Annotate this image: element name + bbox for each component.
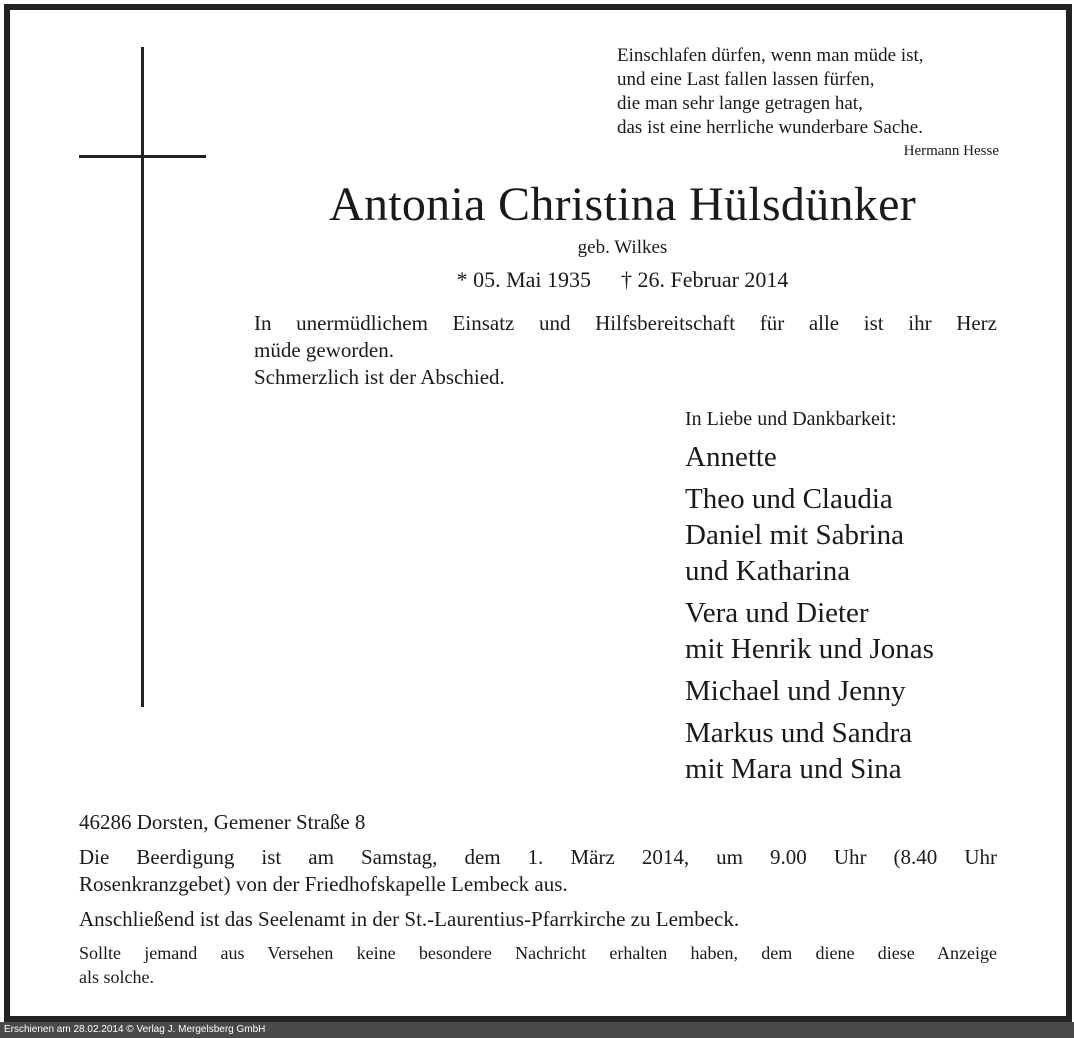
mourner-name: Theo und Claudia: [685, 483, 893, 515]
mourner-group: [685, 673, 1045, 709]
intro-line: Schmerzlich ist der Abschied.: [254, 365, 505, 389]
funeral-info-line: Rosenkranzgebet) von der Friedhofskapelle Lembeck aus.: [79, 872, 568, 896]
cross-icon-horizontal-bar: [79, 155, 206, 158]
birth-date: * 05. Mai 1935: [456, 267, 592, 292]
mourner-group: [685, 715, 1045, 787]
mourners-block: [685, 405, 1045, 787]
intro-line: müde geworden.: [254, 338, 394, 362]
poem-line: das ist eine herrliche wunderbare Sache.: [617, 117, 923, 138]
mourner-name: Markus und Sandra: [685, 717, 913, 749]
publication-credit: Erschienen am 28.02.2014 © Verlag J. Mergelsberg GmbH: [4, 1024, 266, 1035]
poem-author: Hermann Hesse: [903, 143, 999, 159]
mourner-name: mit Henrik und Jonas: [685, 633, 934, 665]
funeral-info-line: Die Beerdigung ist am Samstag, dem 1. März 2014, um 9.00 Uhr (8.40 Uhr: [79, 845, 997, 869]
poem-line: Einschlafen dürfen, wenn man müde ist,: [617, 45, 924, 66]
poem-line: und eine Last fallen lassen fürfen,: [617, 69, 875, 90]
life-dates: [230, 266, 1015, 294]
mourner-name: Daniel mit Sabrina: [685, 519, 905, 551]
mourner-group: [685, 439, 1045, 475]
poem-line: die man sehr lange getragen hat,: [617, 93, 863, 114]
notice-line: als solche.: [79, 967, 154, 987]
mourners-heading: In Liebe und Dankbarkeit:: [685, 408, 897, 430]
publication-footer: [0, 1022, 1074, 1038]
maiden-name: geb. Wilkes: [577, 237, 668, 258]
cross-icon-vertical-bar: [141, 47, 144, 707]
intro-text: [254, 310, 997, 391]
mourner-name: Vera und Dieter: [685, 597, 869, 629]
funeral-details: [79, 809, 997, 989]
intro-line: In unermüdlichem Einsatz und Hilfsbereitschaft für alle ist ihr Herz: [254, 311, 997, 335]
requiem-mass-info: Anschließend ist das Seelenamt in der St.-Laurentius-Pfarrkirche zu Lembeck.: [79, 907, 740, 931]
address: 46286 Dorsten, Gemener Straße 8: [79, 810, 366, 834]
notice-line: Sollte jemand aus Versehen keine besondere Nachricht erhalten haben, dem diene diese Anzeige: [79, 943, 997, 963]
mourner-name: mit Mara und Sina: [685, 753, 902, 785]
mourner-name: Annette: [685, 441, 777, 473]
mourner-group: [685, 481, 1045, 589]
mourner-group: [685, 595, 1045, 667]
death-date: † 26. Februar 2014: [621, 267, 789, 292]
mourner-name: und Katharina: [685, 555, 851, 587]
poem-block: [617, 44, 999, 162]
deceased-name: Antonia Christina Hülsdünker: [328, 178, 916, 231]
mourner-name: Michael und Jenny: [685, 675, 906, 707]
